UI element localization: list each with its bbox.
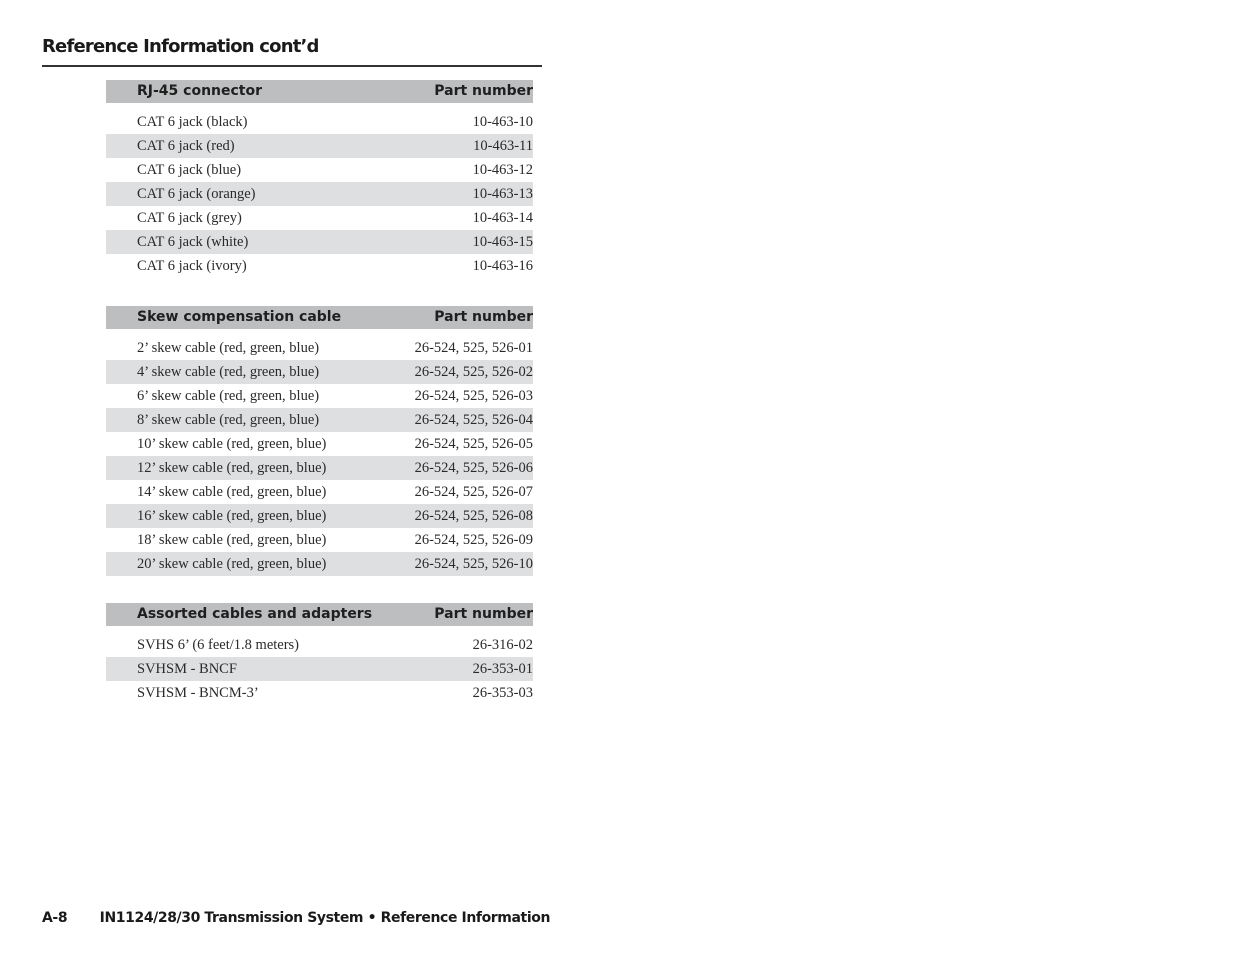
table-row <box>106 456 533 480</box>
column-header-item: Assorted cables and adapters <box>137 606 373 622</box>
page-footer <box>42 910 550 926</box>
row-item: CAT 6 jack (blue) <box>137 162 242 178</box>
row-item: 6’ skew cable (red, green, blue) <box>137 388 320 404</box>
row-part-number: 10-463-13 <box>472 186 533 202</box>
table-row <box>106 384 533 408</box>
table-row <box>106 681 533 705</box>
row-item: 16’ skew cable (red, green, blue) <box>137 508 327 524</box>
row-part-number: 26-524, 525, 526-09 <box>414 532 533 548</box>
row-part-number: 10-463-10 <box>472 114 533 130</box>
row-item: 4’ skew cable (red, green, blue) <box>137 364 320 380</box>
row-part-number: 26-353-01 <box>472 661 533 677</box>
table-row <box>106 360 533 384</box>
table-row <box>106 206 533 230</box>
column-header-part-number: Part number <box>434 606 533 622</box>
table-row <box>106 134 533 158</box>
table-row <box>106 552 533 576</box>
column-header-part-number: Part number <box>434 83 533 99</box>
table-row <box>106 432 533 456</box>
row-part-number: 26-524, 525, 526-07 <box>414 484 533 500</box>
row-item: 18’ skew cable (red, green, blue) <box>137 532 327 548</box>
table-row <box>106 254 533 278</box>
row-item: CAT 6 jack (red) <box>137 138 235 154</box>
row-item: CAT 6 jack (black) <box>137 114 248 130</box>
row-part-number: 26-353-03 <box>472 685 533 701</box>
page-number: A-8 <box>42 910 68 926</box>
footer-text: IN1124/28/30 Transmission System • Reference Information <box>99 910 551 926</box>
row-item: CAT 6 jack (orange) <box>137 186 256 202</box>
table-row <box>106 336 533 360</box>
row-part-number: 26-524, 525, 526-03 <box>414 388 533 404</box>
skew-compensation-cable-table <box>106 306 533 576</box>
row-item: 12’ skew cable (red, green, blue) <box>137 460 327 476</box>
table-row <box>106 408 533 432</box>
row-item: CAT 6 jack (white) <box>137 234 249 250</box>
table-header <box>106 80 533 103</box>
table-row <box>106 230 533 254</box>
rj45-connector-table <box>106 80 533 278</box>
row-part-number: 10-463-16 <box>472 258 533 274</box>
table-row <box>106 110 533 134</box>
row-item: SVHSM - BNCF <box>137 661 237 677</box>
row-item: 2’ skew cable (red, green, blue) <box>137 340 320 356</box>
row-part-number: 26-524, 525, 526-08 <box>414 508 533 524</box>
row-part-number: 10-463-11 <box>473 138 533 154</box>
column-header-part-number: Part number <box>434 309 533 325</box>
row-item: SVHS 6’ (6 feet/1.8 meters) <box>137 637 300 653</box>
row-part-number: 26-524, 525, 526-05 <box>414 436 533 452</box>
row-part-number: 26-316-02 <box>472 637 533 653</box>
table-row <box>106 158 533 182</box>
table-row <box>106 633 533 657</box>
table-header <box>106 603 533 626</box>
table-row <box>106 504 533 528</box>
row-item: CAT 6 jack (grey) <box>137 210 242 226</box>
table-row <box>106 528 533 552</box>
row-part-number: 26-524, 525, 526-10 <box>414 556 533 572</box>
table-row <box>106 657 533 681</box>
column-header-item: Skew compensation cable <box>137 309 342 325</box>
row-item: 10’ skew cable (red, green, blue) <box>137 436 327 452</box>
row-part-number: 26-524, 525, 526-01 <box>414 340 533 356</box>
title-rule <box>42 65 542 67</box>
table-row <box>106 480 533 504</box>
row-item: 20’ skew cable (red, green, blue) <box>137 556 327 572</box>
row-item: 8’ skew cable (red, green, blue) <box>137 412 320 428</box>
assorted-cables-adapters-table <box>106 603 533 705</box>
table-header <box>106 306 533 329</box>
row-part-number: 26-524, 525, 526-06 <box>414 460 533 476</box>
column-header-item: RJ-45 connector <box>137 83 263 99</box>
page-title: Reference Information cont’d <box>42 36 319 57</box>
row-item: CAT 6 jack (ivory) <box>137 258 247 274</box>
row-item: 14’ skew cable (red, green, blue) <box>137 484 327 500</box>
row-item: SVHSM - BNCM-3’ <box>137 685 259 701</box>
row-part-number: 10-463-15 <box>472 234 533 250</box>
table-row <box>106 182 533 206</box>
row-part-number: 10-463-12 <box>472 162 533 178</box>
row-part-number: 26-524, 525, 526-04 <box>414 412 533 428</box>
row-part-number: 26-524, 525, 526-02 <box>414 364 533 380</box>
row-part-number: 10-463-14 <box>472 210 533 226</box>
